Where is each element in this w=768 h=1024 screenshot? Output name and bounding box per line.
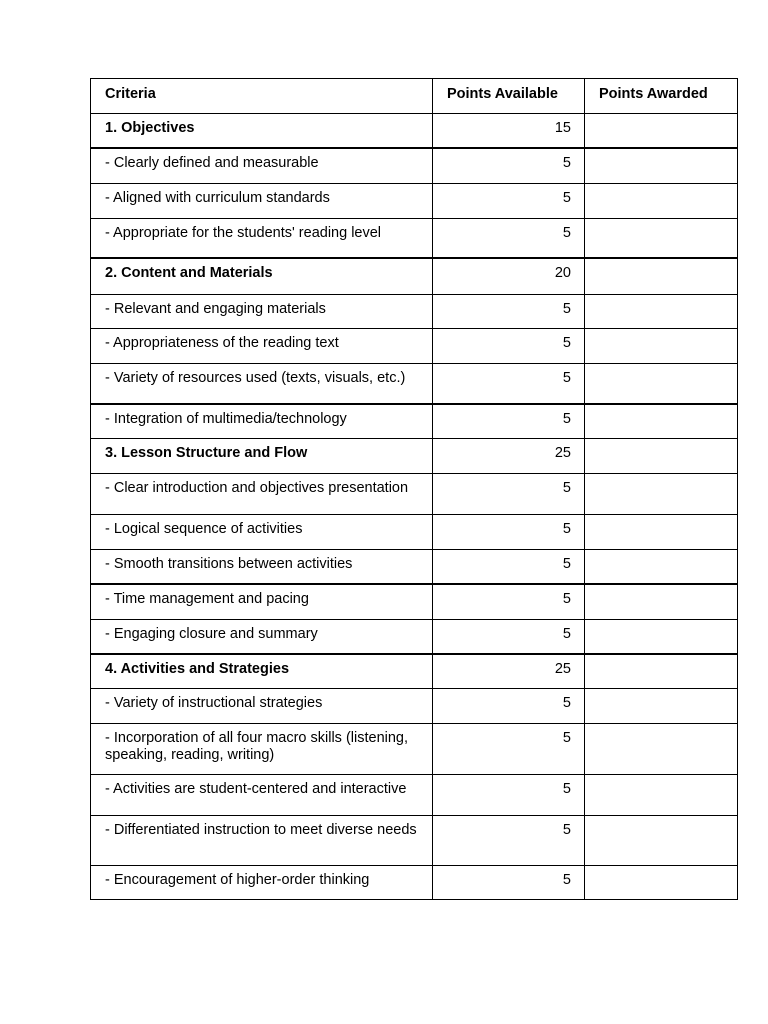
points-available-cell: 5 [433,619,585,654]
points-available-cell: 5 [433,515,585,550]
table-row [91,218,738,258]
points-awarded-cell[interactable] [585,404,738,439]
table-row [91,328,738,363]
points-awarded-cell[interactable] [585,724,738,775]
header-points-awarded: Points Awarded [585,79,738,114]
criterion-label: - Clear introduction and objectives presentation [91,474,433,515]
points-awarded-cell[interactable] [585,866,738,900]
points-awarded-cell[interactable] [585,619,738,654]
header-row [91,79,738,114]
points-awarded-cell[interactable] [585,439,738,474]
table-row [91,866,738,900]
points-awarded-cell[interactable] [585,654,738,689]
points-available-cell: 20 [433,258,585,294]
section-row [91,258,738,294]
section-title: 1. Objectives [91,114,433,149]
points-available-cell: 5 [433,550,585,585]
points-awarded-cell[interactable] [585,816,738,866]
criterion-label: - Engaging closure and summary [91,619,433,654]
criterion-label: - Smooth transitions between activities [91,550,433,585]
table-row [91,148,738,183]
points-awarded-cell[interactable] [585,148,738,183]
criterion-label: - Variety of instructional strategies [91,689,433,724]
points-awarded-cell[interactable] [585,775,738,816]
points-awarded-cell[interactable] [585,328,738,363]
points-available-cell: 5 [433,294,585,328]
table-row [91,294,738,328]
criterion-label: - Time management and pacing [91,584,433,619]
table-row [91,363,738,404]
points-awarded-cell[interactable] [585,584,738,619]
points-awarded-cell[interactable] [585,294,738,328]
section-row [91,654,738,689]
table-row [91,404,738,439]
points-awarded-cell[interactable] [585,689,738,724]
criterion-label: - Logical sequence of activities [91,515,433,550]
points-awarded-cell[interactable] [585,258,738,294]
table-row [91,775,738,816]
rubric-table [90,78,738,900]
points-awarded-cell[interactable] [585,550,738,585]
table-row [91,816,738,866]
section-title: 4. Activities and Strategies [91,654,433,689]
criterion-label: - Differentiated instruction to meet diverse needs [91,816,433,866]
header-points-available: Points Available [433,79,585,114]
criterion-label: - Aligned with curriculum standards [91,183,433,218]
points-available-cell: 5 [433,218,585,258]
points-available-cell: 5 [433,866,585,900]
table-row [91,183,738,218]
section-row [91,439,738,474]
criterion-label: - Integration of multimedia/technology [91,404,433,439]
points-available-cell: 5 [433,584,585,619]
table-row [91,584,738,619]
points-available-cell: 5 [433,183,585,218]
points-awarded-cell[interactable] [585,183,738,218]
criterion-label: - Clearly defined and measurable [91,148,433,183]
table-row [91,515,738,550]
section-title: 2. Content and Materials [91,258,433,294]
criterion-label: - Variety of resources used (texts, visuals, etc.) [91,363,433,404]
points-awarded-cell[interactable] [585,363,738,404]
section-title: 3. Lesson Structure and Flow [91,439,433,474]
points-awarded-cell[interactable] [585,218,738,258]
points-awarded-cell[interactable] [585,114,738,149]
points-available-cell: 5 [433,775,585,816]
section-row [91,114,738,149]
rubric-body [91,114,738,900]
points-available-cell: 25 [433,654,585,689]
points-available-cell: 5 [433,404,585,439]
points-available-cell: 15 [433,114,585,149]
points-awarded-cell[interactable] [585,515,738,550]
points-available-cell: 5 [433,328,585,363]
criterion-label: - Relevant and engaging materials [91,294,433,328]
points-awarded-cell[interactable] [585,474,738,515]
table-row [91,550,738,585]
table-row [91,724,738,775]
points-available-cell: 5 [433,474,585,515]
points-available-cell: 25 [433,439,585,474]
criterion-label: - Incorporation of all four macro skills (listening, speaking, reading, writing) [91,724,433,775]
criterion-label: - Appropriate for the students' reading level [91,218,433,258]
criterion-label: - Appropriateness of the reading text [91,328,433,363]
criterion-label: - Activities are student-centered and interactive [91,775,433,816]
table-row [91,689,738,724]
points-available-cell: 5 [433,363,585,404]
points-available-cell: 5 [433,148,585,183]
header-criteria: Criteria [91,79,433,114]
table-row [91,474,738,515]
points-available-cell: 5 [433,816,585,866]
points-available-cell: 5 [433,724,585,775]
points-available-cell: 5 [433,689,585,724]
criterion-label: - Encouragement of higher-order thinking [91,866,433,900]
table-row [91,619,738,654]
